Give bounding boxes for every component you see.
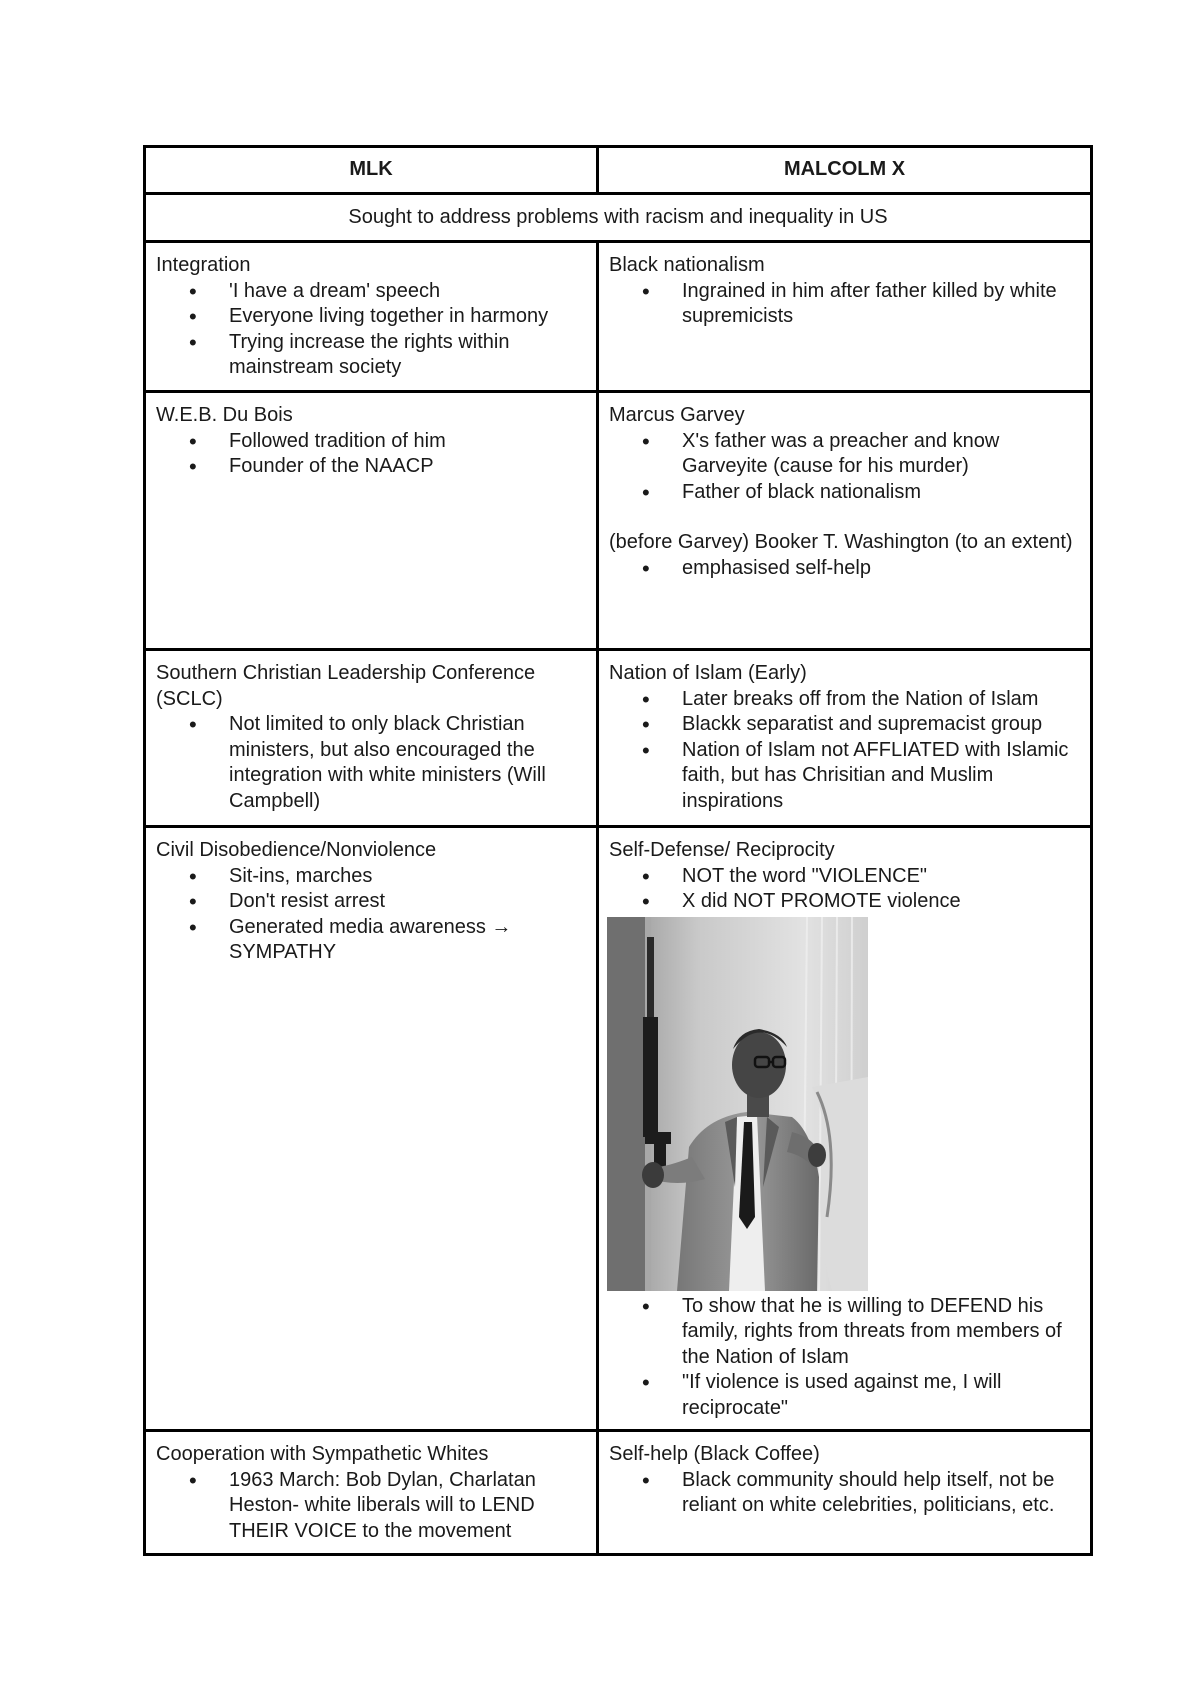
bullet-item: • X did NOT PROMOTE violence	[609, 889, 1081, 915]
header-row	[145, 147, 1092, 194]
cell-title: Self-help (Black Coffee)	[609, 1443, 820, 1465]
bullet-item: • Generated media awareness → SYMPATHY	[156, 915, 587, 966]
cell-title: Marcus Garvey	[609, 404, 745, 426]
bullet-item: • "If violence is used against me, I will reciprocate"	[609, 1370, 1081, 1421]
bullet-item: • Sit-ins, marches	[156, 864, 587, 890]
bullet-item: • Father of black nationalism	[609, 480, 1081, 506]
bullet-item: • Later breaks off from the Nation of Islam	[609, 687, 1081, 713]
comparison-table	[143, 145, 1093, 1556]
bullet-list	[609, 864, 1081, 915]
bullet-item: • X's father was a preacher and know Garveyite (cause for his murder)	[609, 429, 1081, 480]
malcolm-cell	[598, 650, 1092, 827]
shared-goal: Sought to address problems with racism and inequality in US	[145, 194, 1092, 242]
table-row	[145, 392, 1092, 650]
bullet-item: • To show that he is willing to DEFEND his family, rights from threats from members of the Nation of Islam	[609, 1294, 1081, 1371]
malcolm-x-photo	[607, 917, 868, 1291]
bullet-item: • Blackk separatist and supremacist group	[609, 712, 1081, 738]
header-malcolm-x: MALCOLM X	[598, 147, 1092, 194]
mlk-cell	[145, 827, 598, 1431]
bullet-list	[609, 556, 1081, 582]
bullet-list	[609, 1468, 1081, 1519]
table-row	[145, 1431, 1092, 1555]
cell-title: Southern Christian Leadership Conference (SCLC)	[156, 662, 536, 710]
malcolm-cell	[598, 392, 1092, 650]
bullet-item: • Don't resist arrest	[156, 889, 587, 915]
cell-title: W.E.B. Du Bois	[156, 404, 293, 426]
bullet-item: • NOT the word "VIOLENCE"	[609, 864, 1081, 890]
cell-subtitle: (before Garvey) Booker T. Washington (to an extent)	[609, 531, 1073, 553]
bullet-list	[609, 429, 1081, 506]
bullet-list	[156, 864, 587, 966]
bullet-item: • Ingrained in him after father killed by white supremicists	[609, 279, 1081, 330]
cell-title: Self-Defense/ Reciprocity	[609, 839, 835, 861]
bullet-list	[156, 712, 587, 814]
bullet-item: • emphasised self-help	[609, 556, 1081, 582]
malcolm-cell	[598, 242, 1092, 392]
table-row	[145, 650, 1092, 827]
bullet-item: • Followed tradition of him	[156, 429, 587, 455]
mlk-cell	[145, 392, 598, 650]
header-mlk: MLK	[145, 147, 598, 194]
cell-title: Civil Disobedience/Nonviolence	[156, 839, 437, 861]
malcolm-cell	[598, 1431, 1092, 1555]
malcolm-cell	[598, 827, 1092, 1431]
bullet-list	[156, 279, 587, 381]
bullet-list	[156, 1468, 587, 1545]
bullet-item: • Not limited to only black Christian ministers, but also encouraged the integration with white ministers (Will Campbell)	[156, 712, 587, 814]
cell-title: Black nationalism	[609, 254, 765, 276]
cell-title: Nation of Islam (Early)	[609, 662, 807, 684]
table-row	[145, 827, 1092, 1431]
bullet-list	[609, 279, 1081, 330]
bullet-item: • 'I have a dream' speech	[156, 279, 587, 305]
bullet-list	[609, 687, 1081, 815]
bullet-item: • Black community should help itself, not be reliant on white celebrities, politicians, etc.	[609, 1468, 1081, 1519]
mlk-cell	[145, 650, 598, 827]
bullet-list	[609, 1294, 1081, 1422]
mlk-cell	[145, 242, 598, 392]
bullet-list	[156, 429, 587, 480]
shared-row	[145, 194, 1092, 242]
cell-title: Integration	[156, 254, 251, 276]
cell-title: Cooperation with Sympathetic Whites	[156, 1443, 489, 1465]
bullet-item: • Everyone living together in harmony	[156, 304, 587, 330]
bullet-item: • 1963 March: Bob Dylan, Charlatan Heston- white liberals will to LEND THEIR VOICE to the movement	[156, 1468, 587, 1545]
table-row	[145, 242, 1092, 392]
bullet-item: • Founder of the NAACP	[156, 454, 587, 480]
mlk-cell	[145, 1431, 598, 1555]
bullet-item: • Trying increase the rights within mainstream society	[156, 330, 587, 381]
bullet-item: • Nation of Islam not AFFLIATED with Islamic faith, but has Chrisitian and Muslim inspirations	[609, 738, 1081, 815]
